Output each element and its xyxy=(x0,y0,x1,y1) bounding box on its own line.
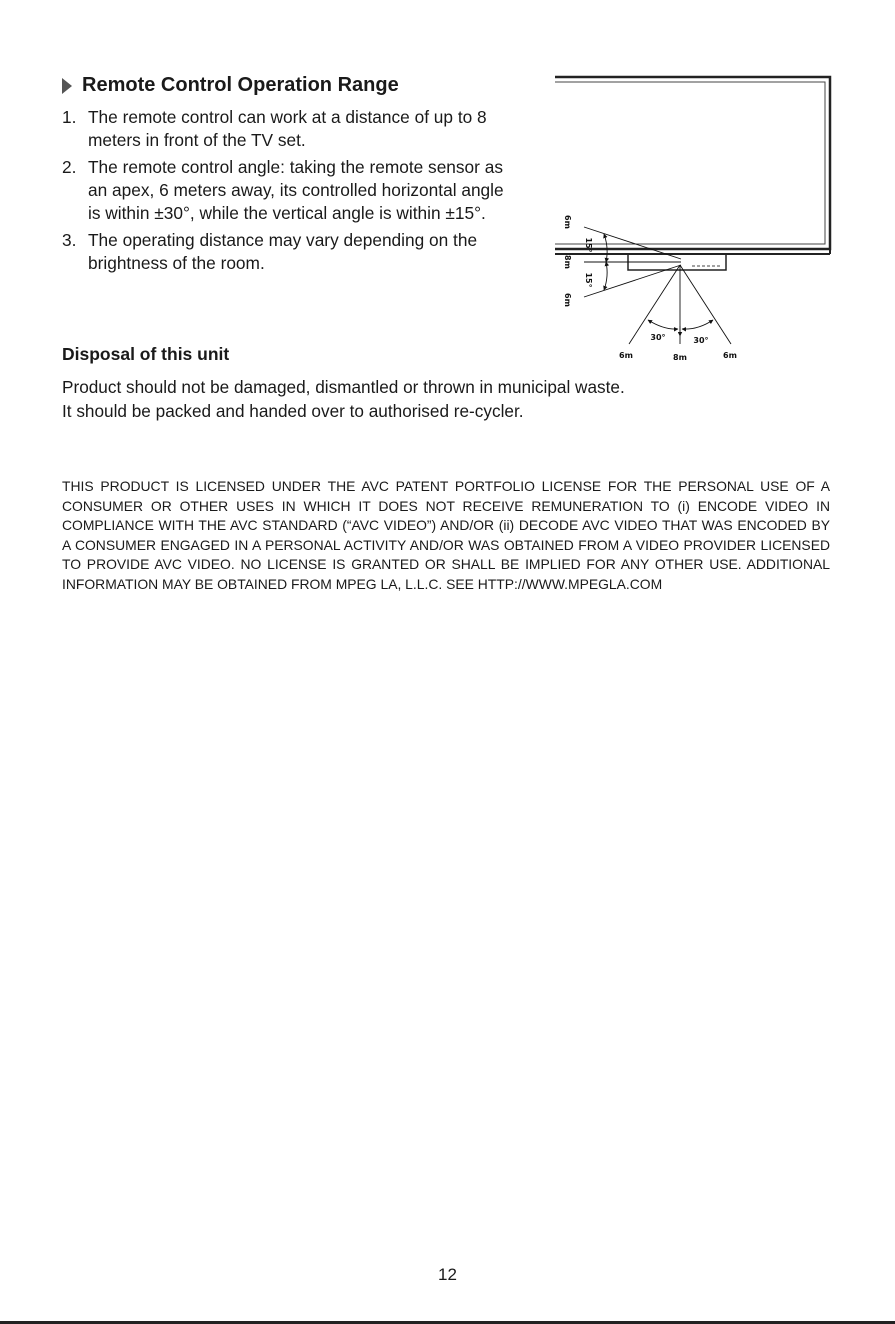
disposal-line: It should be packed and handed over to authorised re-cycler. xyxy=(62,401,524,421)
horizontal-left-distance-label: 6m xyxy=(619,351,633,360)
list-item xyxy=(62,106,510,152)
list-item-text: The operating distance may vary depending on the brightness of the room. xyxy=(88,230,478,273)
section-title-text: Remote Control Operation Range xyxy=(82,74,399,96)
vertical-upper-angle-label: 15° xyxy=(584,237,593,253)
list-item xyxy=(62,156,510,225)
list-item-text: The remote control can work at a distance of up to 8 meters in front of the TV set. xyxy=(88,107,487,150)
horizontal-right-angle-label: 30° xyxy=(693,336,709,345)
vertical-top-distance-label: 6m xyxy=(563,215,572,229)
section-title-remote-range xyxy=(62,74,399,97)
horizontal-center-distance-label: 8m xyxy=(673,353,687,362)
license-notice: THIS PRODUCT IS LICENSED UNDER THE AVC PATENT PORTFOLIO LICENSE FOR THE PERSONAL USE OF A CONSUMER OR OTHER USES IN WHICH IT DOES NOT RECEIVE REMUNERATION TO (i) ENCODE VIDEO IN COMPLIANCE WITH THE AVC STANDARD (“AVC VIDEO”) AND/OR (ii) DECODE AVC VIDEO THAT WAS ENCODED BY A CONSUMER ENGAGED IN A PERSONAL ACTIVITY AND/OR WAS OBTAINED FROM A VIDEO PROVIDER LICENSED TO PROVIDE AVC VIDEO. NO LICENSE IS GRANTED OR SHALL BE IMPLIED FOR ANY OTHER USE. ADDITIONAL INFORMATION MAY BE OBTAINED FROM MPEG LA, L.L.C. SEE HTTP://WWW.MPEGLA.COM xyxy=(62,478,830,592)
page-number: 12 xyxy=(438,1265,457,1284)
disposal-line: Product should not be damaged, dismantled or thrown in municipal waste. xyxy=(62,377,625,397)
list-item-number: 2. xyxy=(62,157,77,177)
tv-illustration xyxy=(555,77,830,270)
vertical-lower-angle-label: 15° xyxy=(584,272,593,288)
range-list xyxy=(62,106,510,279)
disposal-body xyxy=(62,375,842,423)
list-item-text: The remote control angle: taking the remote sensor as an apex, 6 meters away, its controlled horizontal angle is within ±30°, while the vertical angle is within ±15°. xyxy=(88,157,504,223)
vertical-bottom-distance-label: 6m xyxy=(563,293,572,307)
horizontal-right-distance-label: 6m xyxy=(723,351,737,360)
list-item-number: 1. xyxy=(62,107,77,127)
disposal-title: Disposal of this unit xyxy=(62,344,230,364)
remote-range-diagram xyxy=(555,74,835,369)
vertical-mid-distance-label: 8m xyxy=(563,255,572,269)
list-item xyxy=(62,229,510,275)
triangle-bullet-icon xyxy=(62,78,72,94)
horizontal-left-angle-label: 30° xyxy=(650,333,666,342)
list-item-number: 3. xyxy=(62,230,77,250)
